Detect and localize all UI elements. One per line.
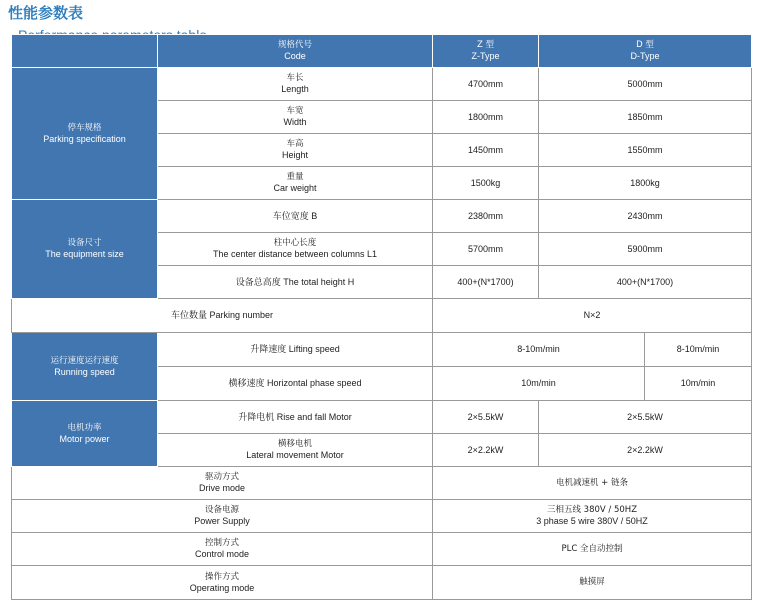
value-d: 1800kg bbox=[539, 167, 752, 200]
value-extra: 8-10m/min bbox=[676, 344, 720, 354]
row-label-operating-mode: 操作方式 Operating mode bbox=[12, 566, 433, 600]
value-d: 5900mm bbox=[539, 233, 752, 266]
performance-table bbox=[11, 34, 752, 600]
row-label-parking-width: 车位宽度 B bbox=[158, 200, 433, 233]
table-row bbox=[12, 68, 752, 101]
value-drive-mode: 电机减速机 + 链条 bbox=[433, 467, 752, 500]
row-label-height: 车高 Height bbox=[158, 134, 433, 167]
value-d: 2×2.2kW bbox=[539, 434, 752, 467]
row-label-car-weight: 重量 Car weight bbox=[158, 167, 433, 200]
row-label-rise-fall-motor: 升降电机 Rise and fall Motor bbox=[158, 401, 433, 434]
value-z: 4700mm bbox=[433, 68, 539, 101]
row-label-length: 车长 Length bbox=[158, 68, 433, 101]
value-z: 2×5.5kW bbox=[433, 401, 539, 434]
header-blank-cell bbox=[12, 35, 158, 68]
value-z: 2380mm bbox=[433, 200, 539, 233]
value-z: 1500kg bbox=[433, 167, 539, 200]
value-d: 400+(N*1700) bbox=[539, 266, 752, 299]
value-z: 2×2.2kW bbox=[433, 434, 539, 467]
value-split bbox=[433, 367, 752, 401]
value-z: 400+(N*1700) bbox=[433, 266, 539, 299]
row-label-width: 车宽 Width bbox=[158, 101, 433, 134]
table-row bbox=[12, 467, 752, 500]
page-title bbox=[8, 2, 207, 24]
header-z-type: Z 型 Z-Type bbox=[433, 35, 539, 68]
value-d: 1550mm bbox=[539, 134, 752, 167]
row-label-power-supply: 设备电源 Power Supply bbox=[12, 500, 433, 533]
split-cell bbox=[433, 367, 751, 400]
value-d: 2×5.5kW bbox=[539, 401, 752, 434]
header-code: 规格代号 Code bbox=[158, 35, 433, 68]
split-cell bbox=[433, 333, 751, 366]
value-split bbox=[433, 333, 752, 367]
row-label-lateral-motor: 横移电机 Lateral movement Motor bbox=[158, 434, 433, 467]
value-z: 5700mm bbox=[433, 233, 539, 266]
title-cn: 性能参数表 bbox=[8, 4, 84, 22]
table-row bbox=[12, 299, 752, 333]
value-zd: 8-10m/min bbox=[433, 333, 645, 366]
value-operating-mode: 触摸屏 bbox=[433, 566, 752, 600]
table-header-row bbox=[12, 35, 752, 68]
table-row bbox=[12, 401, 752, 434]
row-label-parking-number: 车位数量 Parking number bbox=[12, 299, 433, 333]
table-row bbox=[12, 200, 752, 233]
value-extra: 10m/min bbox=[680, 378, 716, 388]
row-label-horizontal-speed: 横移速度 Horizontal phase speed bbox=[158, 367, 433, 401]
value-z: 1800mm bbox=[433, 101, 539, 134]
value-d: 1850mm bbox=[539, 101, 752, 134]
equipment-size-category: 设备尺寸 The equipment size bbox=[12, 200, 158, 299]
row-label-total-height: 设备总高度 The total height H bbox=[158, 266, 433, 299]
row-label-lifting-speed: 升降速度 Lifting speed bbox=[158, 333, 433, 367]
table-row bbox=[12, 566, 752, 600]
value-d: 5000mm bbox=[539, 68, 752, 101]
value-z: 1450mm bbox=[433, 134, 539, 167]
value-zd: 10m/min bbox=[433, 367, 645, 400]
value-control-mode: PLC 全自动控制 bbox=[433, 533, 752, 566]
header-d-type: D 型 D-Type bbox=[539, 35, 752, 68]
table-row bbox=[12, 500, 752, 533]
row-label-column-distance: 柱中心长度 The center distance between columns L1 bbox=[158, 233, 433, 266]
running-speed-category: 运行速度运行速度 Running speed bbox=[12, 333, 158, 401]
table-row bbox=[12, 533, 752, 566]
value-d: 2430mm bbox=[539, 200, 752, 233]
row-label-drive-mode: 驱动方式 Drive mode bbox=[12, 467, 433, 500]
value-parking-number: N×2 bbox=[433, 299, 752, 333]
table-row bbox=[12, 333, 752, 367]
row-label-control-mode: 控制方式 Control mode bbox=[12, 533, 433, 566]
parking-spec-category: 停车规格 Parking specification bbox=[12, 68, 158, 200]
value-power-supply: 三相五线 380V / 50HZ 3 phase 5 wire 380V / 50HZ bbox=[433, 500, 752, 533]
motor-power-category: 电机功率 Motor power bbox=[12, 401, 158, 467]
